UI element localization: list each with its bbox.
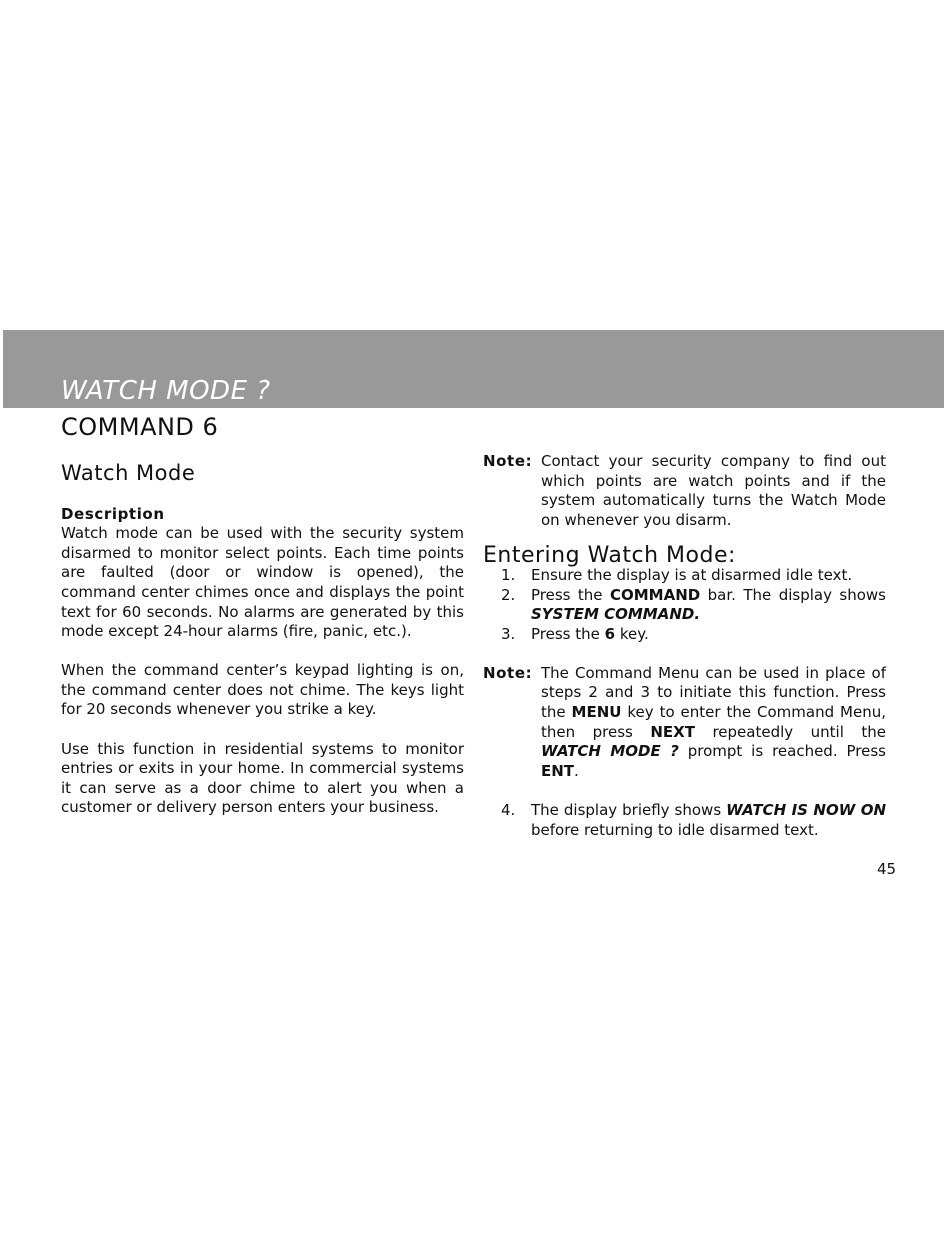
- next-key: NEXT: [650, 722, 695, 741]
- step-3: [483, 625, 886, 645]
- entering-heading: Entering Watch Mode:: [483, 543, 736, 569]
- step-number: 3.: [501, 624, 516, 643]
- note-text: Contact your security company to find out which points are watch points and if the system automatically turns the Watch Mode on whenever you disarm.: [541, 452, 886, 529]
- step-number: 4.: [501, 800, 516, 819]
- step-text: The display briefly shows WATCH IS NOW ON before returning to idle disarmed text.: [531, 800, 887, 839]
- note-label: Note:: [483, 452, 533, 470]
- step-2: [483, 586, 886, 625]
- note-watch-points: [483, 452, 886, 530]
- description-paragraph-3: Use this function in residential systems to monitor entries or exits in your home. In commercial systems it can serve as a door chime to alert you when a customer or delivery person enters your business.: [61, 739, 464, 817]
- description-paragraph-2: When the command center’s keypad lighting is on, the command center does not chime. The keys light for 20 seconds whenever you strike a key.: [61, 661, 464, 719]
- page-number: 45: [877, 860, 897, 878]
- steps-list: [483, 566, 886, 644]
- note-label: Note:: [483, 663, 533, 682]
- step-1: [483, 566, 886, 586]
- six-key: 6: [604, 624, 616, 643]
- step-number: 1.: [501, 565, 516, 584]
- description-subheading: Description: [61, 504, 165, 523]
- description-paragraph-1: Watch mode can be used with the security system disarmed to monitor select points. Each time points are faulted (door or window is opened), the command center chimes once and displays the point text for 60 seconds. No alarms are generated by this mode except 24-hour alarms (fire, panic, etc.).: [61, 524, 464, 641]
- step-text: Ensure the display is at disarmed idle text.: [531, 565, 853, 584]
- step-number: 2.: [501, 585, 516, 604]
- step-text: Press the 6 key.: [531, 624, 649, 643]
- note-command-menu: [483, 664, 886, 782]
- section-heading: Watch Mode: [61, 461, 196, 485]
- command-key: COMMAND: [609, 585, 701, 604]
- right-column: [483, 452, 886, 840]
- menu-key: MENU: [571, 703, 622, 722]
- left-column: [61, 462, 464, 818]
- step-text: Press the COMMAND bar. The display shows SYSTEM COMMAND.: [531, 585, 886, 624]
- display-text: WATCH IS NOW ON: [726, 800, 887, 819]
- command-title: COMMAND 6: [61, 413, 219, 441]
- display-text: SYSTEM COMMAND.: [531, 605, 701, 624]
- steps-list-continued: [483, 801, 886, 840]
- step-4: [483, 801, 886, 840]
- note-text: The Command Menu can be used in place of steps 2 and 3 to initiate this function. Press the MENU key to enter the Command Menu, then press NEXT repeatedly until the WATCH MODE ? prompt is reached. Press ENT.: [541, 663, 886, 780]
- prompt-text: WATCH MODE ?: [541, 742, 679, 761]
- ent-key: ENT: [541, 761, 575, 780]
- band-title: WATCH MODE ?: [61, 376, 271, 406]
